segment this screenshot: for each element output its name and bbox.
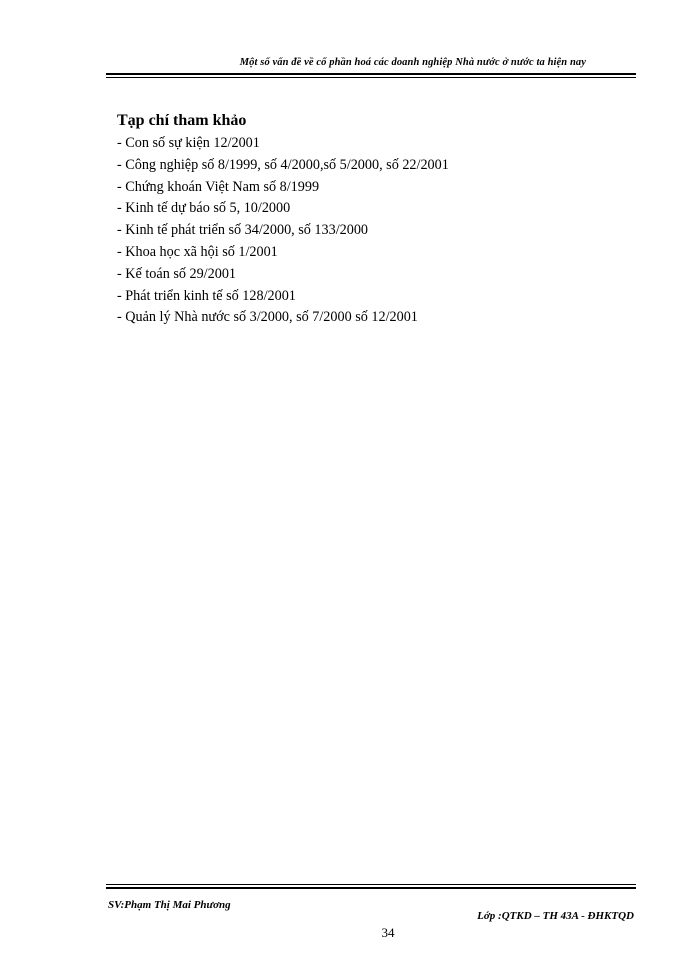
reference-item: - Kinh tế phát triển số 34/2000, số 133/2000 — [117, 222, 369, 239]
section-title: Tạp chí tham khảo — [117, 112, 247, 129]
reference-item: - Chứng khoán Việt Nam số 8/1999 — [117, 178, 320, 195]
reference-item: - Khoa học xã hội số 1/2001 — [117, 243, 278, 260]
footer-rule-thin — [106, 884, 636, 885]
reference-item: - Kinh tế dự báo số 5, 10/2000 — [117, 200, 291, 217]
reference-list — [117, 133, 617, 329]
header-title: Một số vấn đề về cổ phần hoá các doanh nghiệp Nhà nước ở nước ta hiện nay — [239, 57, 586, 68]
header-rule-thick — [106, 73, 636, 75]
footer-rule-thick — [106, 887, 636, 889]
references-section — [117, 110, 617, 329]
footer-class: Lớp :QTKD – TH 43A - ĐHKTQD — [477, 910, 634, 922]
reference-item: - Con số sự kiện 12/2001 — [117, 135, 260, 151]
reference-item: - Phát triển kinh tế số 128/2001 — [117, 287, 296, 304]
page-number: 34 — [381, 925, 395, 940]
reference-item: - Quản lý Nhà nước số 3/2000, số 7/2000 số 12/2001 — [117, 309, 418, 326]
reference-item: - Kế toán số 29/2001 — [117, 265, 237, 282]
reference-item: - Công nghiệp số 8/1999, số 4/2000,số 5/2000, số 22/2001 — [117, 156, 449, 173]
header-rule-thin — [106, 77, 636, 78]
footer-student-name: SV:Phạm Thị Mai Phương — [108, 899, 231, 911]
